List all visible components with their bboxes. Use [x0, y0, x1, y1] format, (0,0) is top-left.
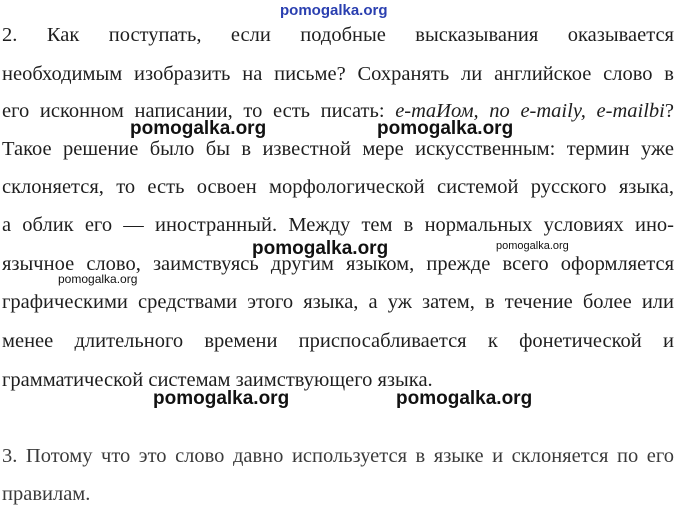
paragraph-2-line-9: менее длительного времени приспосабливается к фонетической и — [2, 330, 674, 352]
paragraph-2-line-3-text: его исконном написании, то есть писать: — [2, 100, 396, 122]
watermark-1: pomogalka.org — [130, 118, 267, 139]
watermark-7: pomogalka.org — [396, 388, 533, 409]
watermark-6: pomogalka.org — [153, 388, 290, 409]
watermark-4: pomogalka.org — [496, 240, 569, 252]
paragraph-2-line-6: а облик его — иностранный. Между тем в нормальных условиях ино- — [2, 214, 674, 236]
watermark-top: pomogalka.org — [280, 2, 388, 19]
paragraph-3-line-2: правилам. — [2, 483, 91, 505]
paragraph-2-line-3 — [2, 99, 674, 123]
paragraph-2-line-2: необходимым изобразить на письме? Сохранять ли английское слово в — [2, 63, 674, 85]
email-forms-italic: e-maИом, по e-maily, e-mailbi — [395, 100, 665, 122]
watermark-5: pomogalka.org — [58, 272, 138, 286]
paragraph-3-line-1: 3. Потому что это слово давно используется в языке и склоняется по его — [2, 445, 674, 467]
paragraph-2-line-5: склоняется, то есть освоен морфологической системой русского языка, — [2, 176, 674, 198]
watermark-3: pomogalka.org — [252, 238, 389, 259]
paragraph-2-line-1: 2. Как поступать, если подобные высказывания оказывается — [2, 24, 674, 46]
watermark-2: pomogalka.org — [377, 118, 514, 139]
question-mark: ? — [664, 100, 674, 122]
paragraph-2-line-8: графическими средствами этого языка, а уж затем, в течение более или — [2, 291, 674, 313]
paragraph-2-line-10: грамматической системам заимствующего языка. — [2, 369, 433, 391]
paragraph-2-line-4: Такое решение было бы в известной мере искусственным: термин уже — [2, 138, 674, 160]
paragraph-2-line-7: язычное слово, заимствуясь другим языком, прежде всего оформляется — [2, 253, 674, 275]
